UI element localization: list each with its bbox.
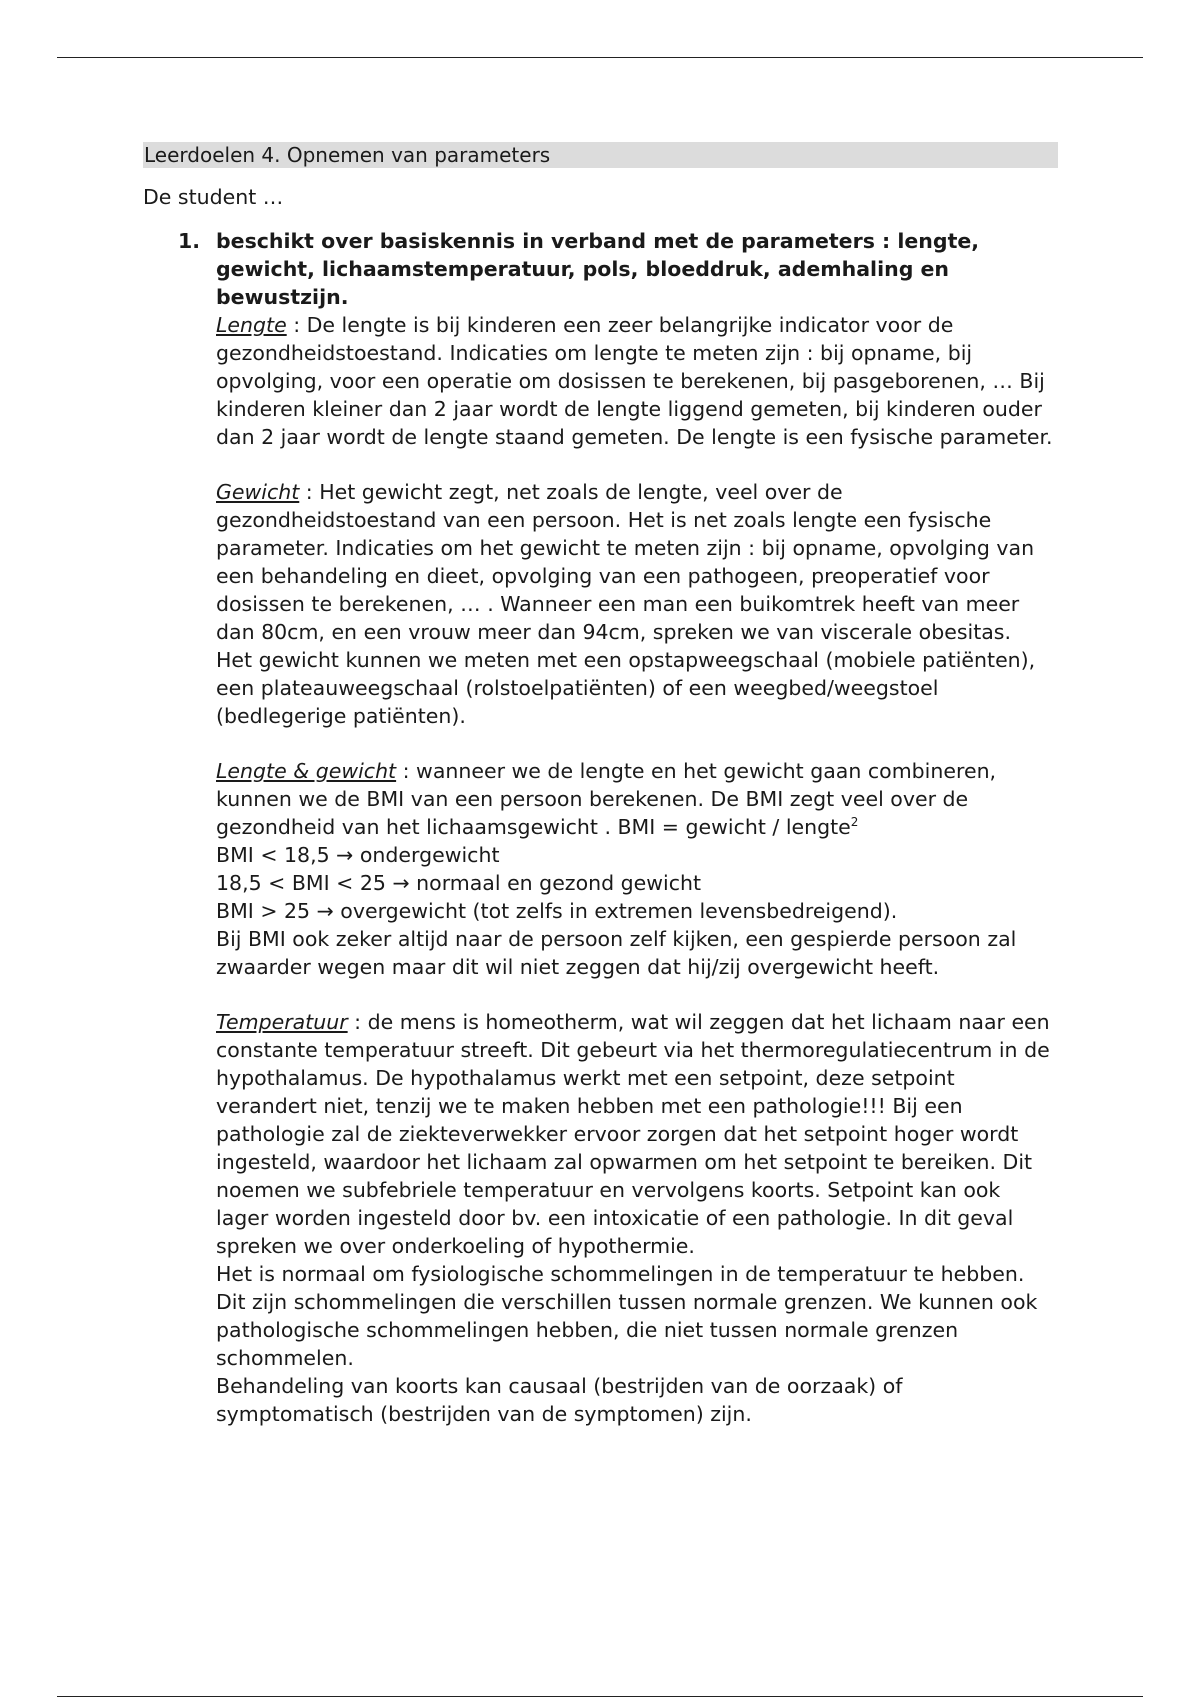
bmi-line-4: Bij BMI ook zeker altijd naar de persoon zelf kijken, een gespierde persoon zal zwaarder wegen maar dit wil niet zeggen dat hij/zij overgewicht heeft. (216, 927, 1017, 979)
section-bmi (216, 757, 1058, 981)
lengte-paragraph (216, 311, 1058, 451)
term-lengte-gewicht: Lengte & gewicht (216, 759, 397, 783)
bmi-superscript: 2 (850, 815, 859, 830)
temperatuur-paragraph (216, 1008, 1058, 1260)
term-gewicht: Gewicht (216, 480, 300, 504)
gewicht-paragraph-2: Het gewicht kunnen we meten met een opstapweegschaal (mobiele patiënten), een plateauweegschaal (rolstoelpatiënten) of een weegbed/weegstoel (bedlegerige patiënten). (216, 648, 1036, 728)
footer-rule (57, 1696, 1143, 1697)
section-heading: Leerdoelen 4. Opnemen van parameters (143, 142, 1058, 168)
bmi-line-2: 18,5 < BMI < 25 → normaal en gezond gewicht (216, 871, 702, 895)
bmi-paragraph (216, 757, 1058, 841)
section-lengte (216, 311, 1058, 451)
bmi-line-3: BMI > 25 → overgewicht (tot zelfs in extremen levensbedreigend). (216, 899, 898, 923)
lengte-text: : De lengte is bij kinderen een zeer belangrijke indicator voor de gezondheidstoestand. Indicaties om lengte te meten zijn : bij opname, bij opvolging, voor een operatie om dosissen te berekenen, bij pasgeborenen, … Bij kinderen kleiner dan 2 jaar wordt de lengte liggend gemeten, bij kinderen ouder dan 2 jaar wordt de lengte staand gemeten. De lengte is een fysische parameter. (216, 313, 1053, 449)
gewicht-paragraph (216, 478, 1058, 646)
bmi-text: : wanneer we de lengte en het gewicht gaan combineren, kunnen we de BMI van een persoon berekenen. De BMI zegt veel over de gezondheid van het lichaamsgewicht . BMI = gewicht / lengte (216, 759, 997, 839)
list-item-title: beschikt over basiskennis in verband met de parameters : lengte, gewicht, lichaamstemperatuur, pols, bloeddruk, ademhaling en bewustzijn. (216, 229, 980, 309)
header-rule (57, 57, 1143, 58)
intro-text: De student … (143, 185, 284, 209)
term-lengte: Lengte (216, 313, 287, 337)
section-temperatuur (216, 1008, 1058, 1428)
document-body (143, 142, 1058, 1455)
temperatuur-paragraph-2: Het is normaal om fysiologische schommelingen in de temperatuur te hebben. Dit zijn schommelingen die verschillen tussen normale grenzen. We kunnen ook pathologische schommelingen hebben, die niet tussen normale grenzen schommelen. (216, 1262, 1038, 1370)
list-number: 1. (178, 229, 201, 253)
temperatuur-text: : de mens is homeotherm, wat wil zeggen dat het lichaam naar een constante temperatuur streeft. Dit gebeurt via het thermoregulatiecentrum in de hypothalamus. De hypothalamus werkt met een setpoint, deze setpoint verandert niet, tenzij we te maken hebben met een pathologie!!! Bij een pathologie zal de ziekteverwekker ervoor zorgen dat het setpoint hoger wordt ingesteld, waardoor het lichaam zal opwarmen om het setpoint te bereiken. Dit noemen we subfebriele temperatuur en vervolgens koorts. Setpoint kan ook lager worden ingesteld door bv. een intoxicatie of een pathologie. In dit geval spreken we over onderkoeling of hypothermie. (216, 1010, 1050, 1258)
gewicht-text: : Het gewicht zegt, net zoals de lengte, veel over de gezondheidstoestand van een persoon. Het is net zoals lengte een fysische parameter. Indicaties om het gewicht te meten zijn : bij opname, opvolging van een behandeling en dieet, opvolging van een pathogeen, preoperatief voor dosissen te berekenen, … . Wanneer een man een buikomtrek heeft van meer dan 80cm, en een vrouw meer dan 94cm, spreken we van viscerale obesitas. (216, 480, 1035, 644)
temperatuur-paragraph-3: Behandeling van koorts kan causaal (bestrijden van de oorzaak) of symptomatisch (bestrijden van de symptomen) zijn. (216, 1374, 903, 1426)
term-temperatuur: Temperatuur (216, 1010, 348, 1034)
bmi-line-1: BMI < 18,5 → ondergewicht (216, 843, 500, 867)
section-gewicht (216, 478, 1058, 730)
list-item (143, 227, 1058, 1428)
